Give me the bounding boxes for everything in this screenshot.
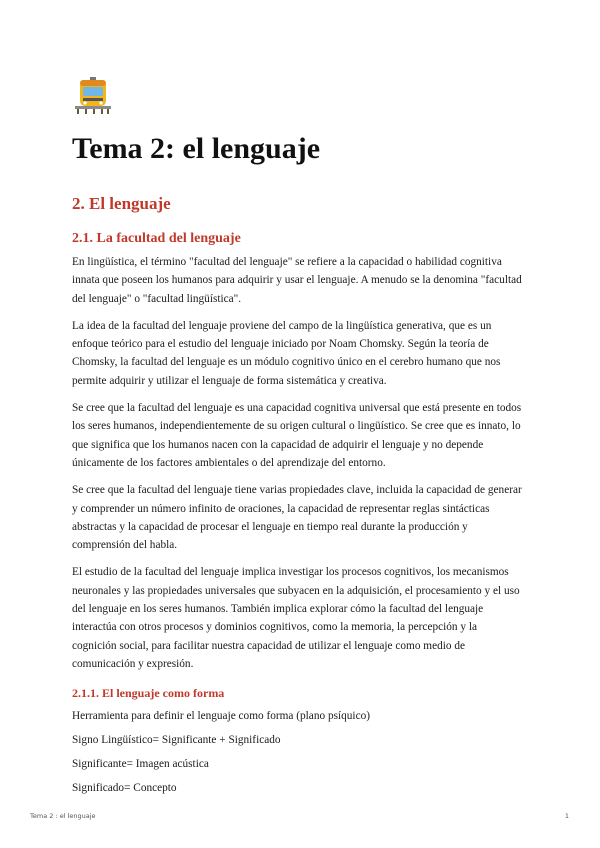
paragraph: El estudio de la facultad del lenguaje implica investigar los procesos cognitivos, los mecanismos neuronales y las propiedades universales que subyacen en la adquisición, el procesamiento y el uso del lenguaje en los seres humanos. También implica explorar cómo la facultad del lenguaje interactúa con otros procesos y dominios cognitivos, como la memoria, la percepción y la cognición social, para facilitar nuestra capacidad de utilizar el lenguaje como medio de comunicación y expresión. — [72, 566, 520, 670]
section-heading: 2. El lenguaje — [72, 194, 171, 213]
text-line: Significado= Concepto — [72, 782, 177, 795]
paragraph: Se cree que la facultad del lenguaje tiene varias propiedades clave, incluida la capacidad de generar y comprender un número infinito de oraciones, la capacidad de representar reglas sintácticas abstractas y la capacidad de procesar el lenguaje en tiempo real durante la producción y comprensión del habla. — [72, 484, 522, 552]
text-line: Significante= Imagen acústica — [72, 758, 209, 771]
page-content — [72, 76, 524, 797]
paragraph: Se cree que la facultad del lenguaje es una capacidad cognitiva universal que está presente en todos los seres humanos, independientemente de su origen cultural o lingüístico. Se cree que es innato, lo que significa que los humanos nacen con la capacidad de adquirir el lenguaje y no depende únicamente de los factores ambientales o del aprendizaje del entorno. — [72, 402, 522, 469]
subsection-heading: 2.1. La facultad del lenguaje — [72, 231, 241, 246]
train-icon — [73, 76, 113, 116]
footer-title: Tema 2 : el lenguaje — [30, 812, 96, 820]
page-number: 1 — [564, 812, 569, 820]
subsubsection-heading: 2.1.1. El lenguaje como forma — [72, 686, 225, 701]
paragraph: La idea de la facultad del lenguaje proviene del campo de la lingüística generativa, que es un enfoque teórico para el estudio del lenguaje iniciado por Noam Chomsky. Según la teoría de Chomsky, la facultad del lenguaje es un módulo cognitivo único en el cerebro humano que nos permite adquirir y utilizar el lenguaje de forma sistemática y creativa. — [72, 319, 501, 387]
text-line: Herramienta para definir el lenguaje como forma (plano psíquico) — [72, 710, 370, 723]
page-title: Tema 2: el lenguaje — [72, 132, 321, 165]
text-line: Signo Lingüístico= Significante + Significado — [72, 734, 281, 747]
paragraph: En lingüística, el término "facultad del lenguaje" se refiere a la capacidad o habilidad cognitiva innata que poseen los humanos para adquirir y usar el lenguaje. A menudo se la denomina "facultad del lenguaje" o "facultad lingüística". — [72, 256, 522, 305]
